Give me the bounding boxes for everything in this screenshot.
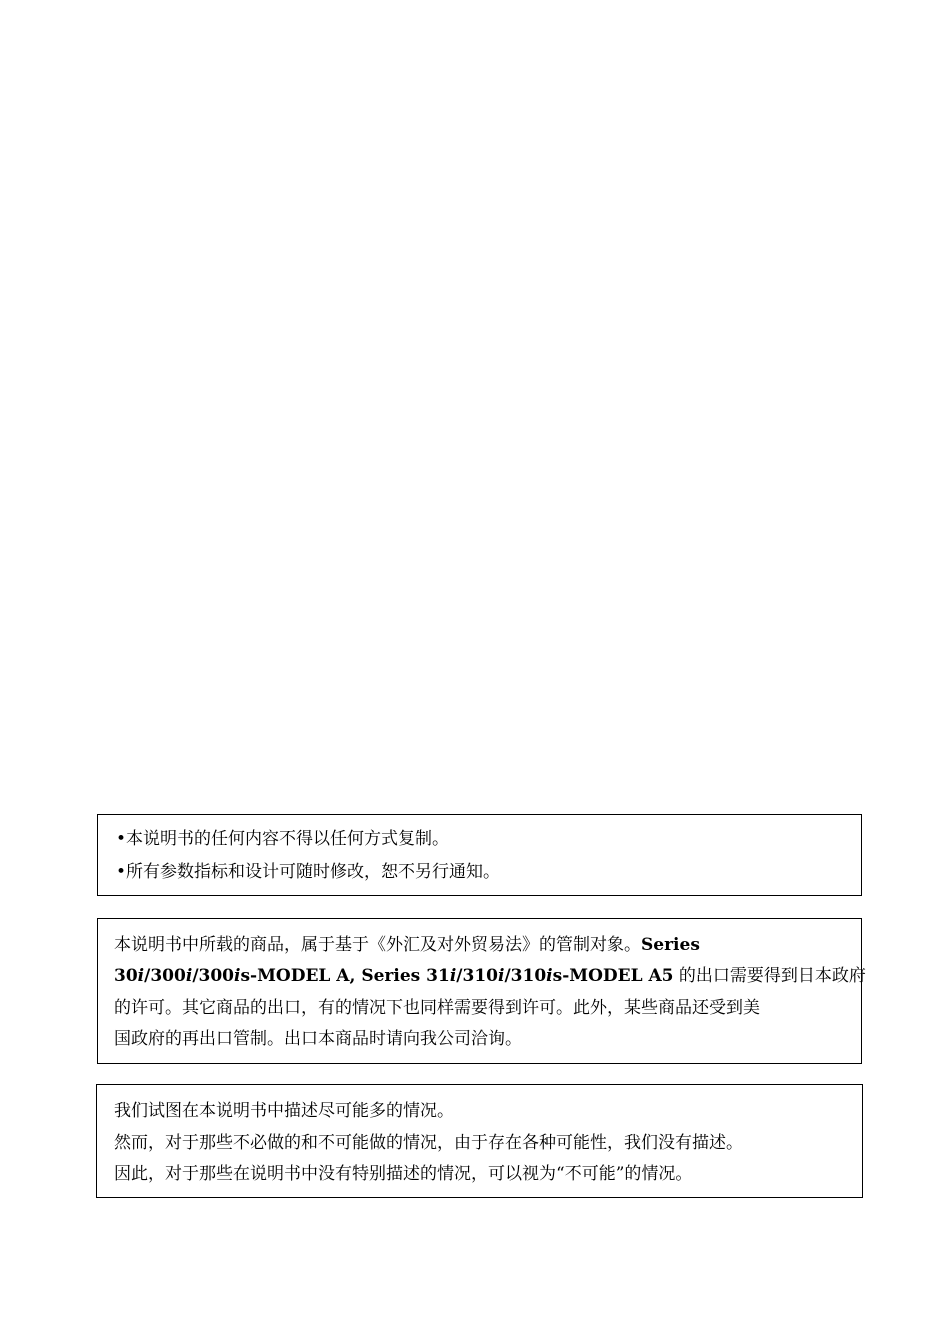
export-line-4: 国政府的再出口管制。出口本商品时请向我公司洽询。 [114,1029,522,1049]
disclaimer-line-3: 因此，对于那些在说明书中没有特别描述的情况，可以视为“不可能”的情况。 [114,1164,693,1184]
disclaimer-box [96,1084,863,1198]
model-name: 30i/300i/300is-MODEL A, Series 31i/310i/310is-MODEL A5 [114,966,674,986]
export-line-2 [114,966,866,986]
bullet-mark: • [116,862,127,882]
bullet-mark: • [116,829,127,849]
export-line-1 [114,935,700,955]
notice-item-2-text: 所有参数指标和设计可随时修改，恕不另行通知。 [126,862,501,882]
disclaimer-line-1: 我们试图在本说明书中描述尽可能多的情况。 [114,1101,454,1121]
notice-item-1 [116,829,449,849]
series-label: Series [641,935,700,955]
notice-box [97,814,862,896]
export-line-2-text: 的出口需要得到日本政府 [673,966,866,986]
export-control-box [97,918,866,1064]
export-line-1-text: 本说明书中所载的商品，属于基于《外汇及对外贸易法》的管制对象。 [114,935,641,955]
disclaimer-line-2: 然而，对于那些不必做的和不可能做的情况，由于存在各种可能性，我们没有描述。 [114,1133,743,1153]
notice-item-1-text: 本说明书的任何内容不得以任何方式复制。 [126,829,450,849]
export-line-3: 的许可。其它商品的出口，有的情况下也同样需要得到许可。此外，某些商品还受到美 [114,998,760,1018]
notice-item-2 [116,862,500,882]
